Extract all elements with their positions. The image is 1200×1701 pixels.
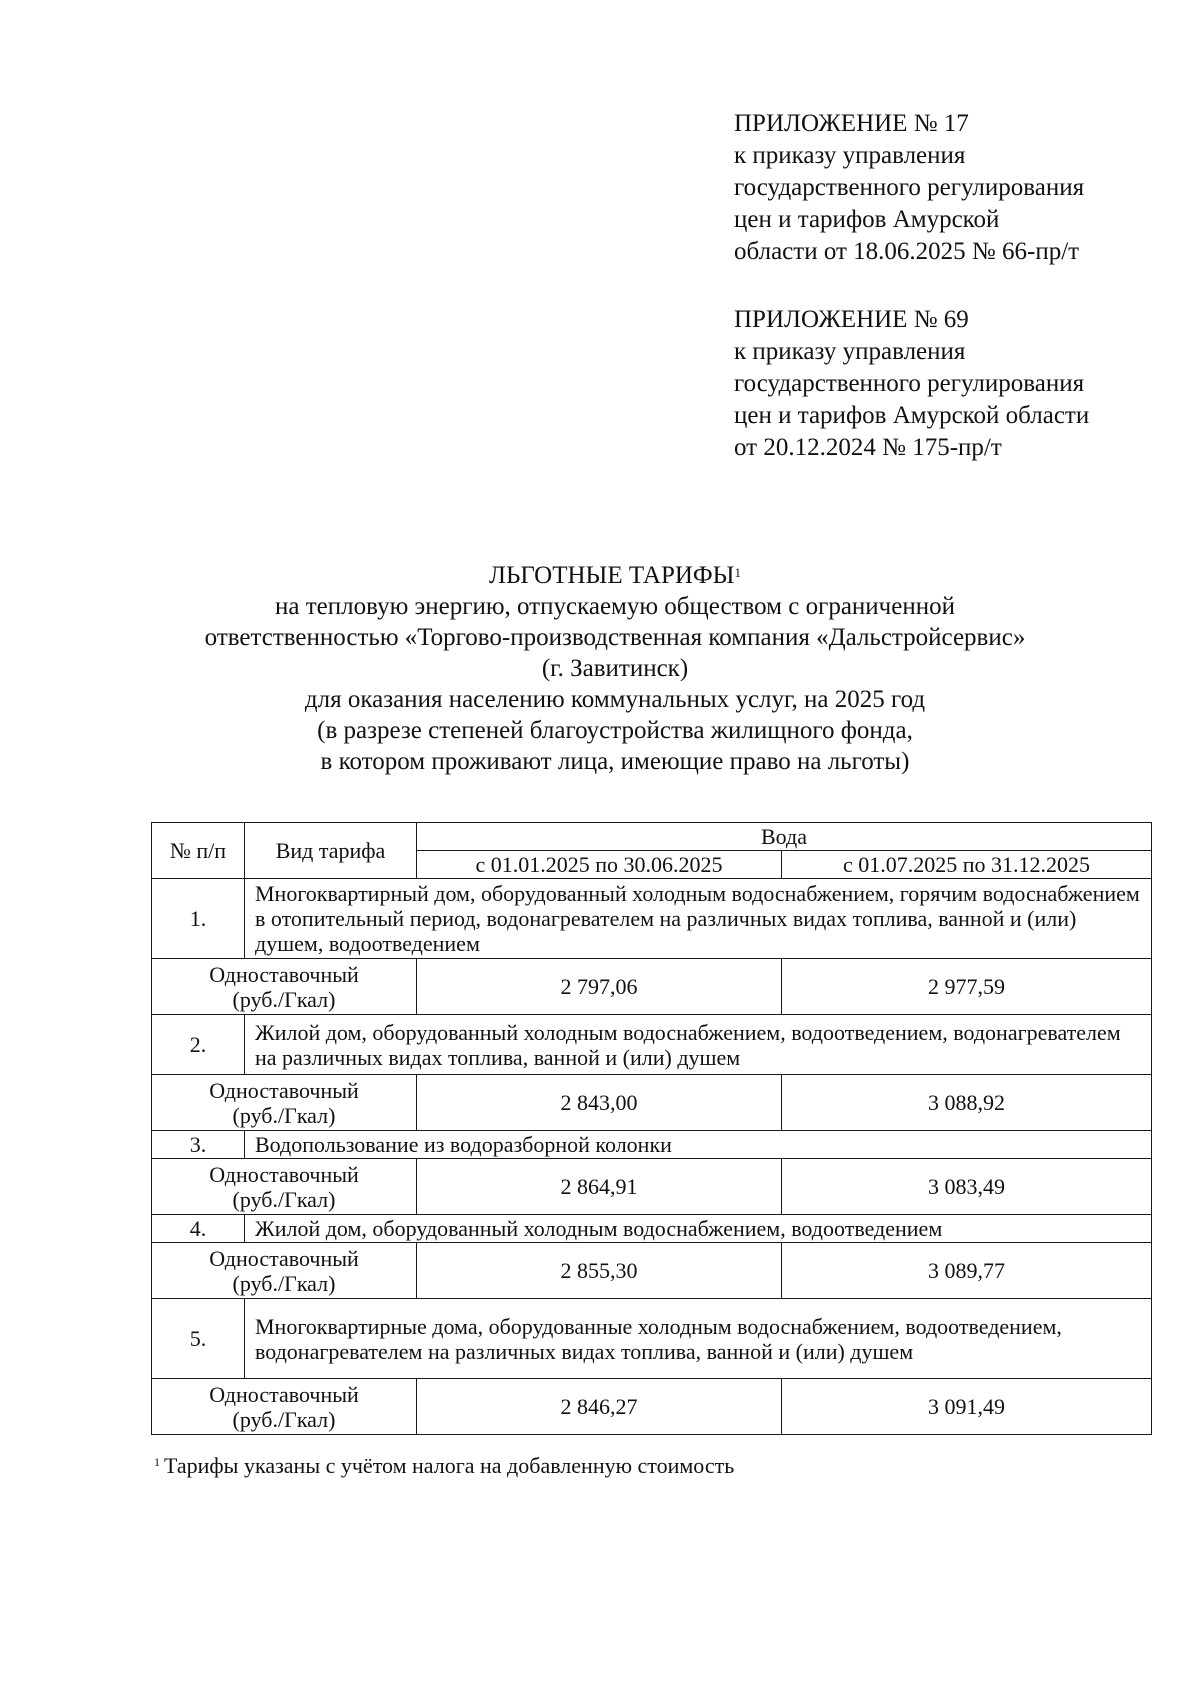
table-row <box>152 1075 1152 1131</box>
tariff-type-cell <box>152 1075 417 1131</box>
appendix-17-line: цен и тарифов Амурской <box>734 206 1000 233</box>
tariff-value-period-1: 2 864,91 <box>417 1159 782 1215</box>
appendix-69-line: государственного регулирования <box>734 370 1085 397</box>
appendix-69-title: ПРИЛОЖЕНИЕ № 69 <box>734 306 969 333</box>
tariff-unit: (руб./Гкал) <box>232 1102 336 1128</box>
tariff-value-period-1: 2 843,00 <box>417 1075 782 1131</box>
tariff-type: Одноставочный <box>209 1245 359 1271</box>
header-period-2: с 01.07.2025 по 31.12.2025 <box>782 851 1152 879</box>
appendix-69-line: цен и тарифов Амурской области <box>734 402 1090 429</box>
row-description: Жилой дом, оборудованный холодным водоснабжением, водоотведением <box>245 1215 1152 1243</box>
appendix-17-line: области от 18.06.2025 № 66-пр/т <box>734 238 1080 265</box>
tariff-value-period-2: 3 091,49 <box>782 1379 1152 1435</box>
tariff-type: Одноставочный <box>209 1381 359 1407</box>
header-period-1: с 01.01.2025 по 30.06.2025 <box>417 851 782 879</box>
header-tariff-type: Вид тарифа <box>245 823 417 879</box>
tariff-value-period-1: 2 797,06 <box>417 959 782 1015</box>
heading-line: на тепловую энергию, отпускаемую обществом с ограниченной <box>275 593 955 620</box>
header-water: Вода <box>417 823 1152 851</box>
footnote <box>154 1453 735 1479</box>
tariff-type: Одноставочный <box>209 1077 359 1103</box>
row-description: Водопользование из водоразборной колонки <box>245 1131 1152 1159</box>
tariff-table <box>151 822 1152 1435</box>
row-number: 3. <box>152 1131 245 1159</box>
tariff-value-period-1: 2 846,27 <box>417 1379 782 1435</box>
table-row <box>152 1243 1152 1299</box>
tariff-value-period-1: 2 855,30 <box>417 1243 782 1299</box>
table-row <box>152 1379 1152 1435</box>
heading-line: (г. Завитинск) <box>541 655 689 682</box>
table-row <box>152 1299 1152 1379</box>
row-number: 2. <box>152 1015 245 1075</box>
tariff-type: Одноставочный <box>209 961 359 987</box>
table-row <box>152 959 1152 1015</box>
row-number: 4. <box>152 1215 245 1243</box>
tariff-unit: (руб./Гкал) <box>232 986 336 1012</box>
tariff-value-period-2: 2 977,59 <box>782 959 1152 1015</box>
appendix-17-line: к приказу управления <box>734 142 966 169</box>
tariff-type-cell <box>152 1379 417 1435</box>
tariff-value-period-2: 3 088,92 <box>782 1075 1152 1131</box>
row-description: Жилой дом, оборудованный холодным водоснабжением, водоотведением, водонагревателем на различных видах топлива, ванной и (или) душем <box>245 1015 1152 1075</box>
appendix-69-block <box>734 304 1174 464</box>
table-row <box>152 1131 1152 1159</box>
appendix-17-block <box>734 108 1174 268</box>
table-row <box>152 879 1152 959</box>
tariff-unit: (руб./Гкал) <box>232 1270 336 1296</box>
document-title-text: ЛЬГОТНЫЕ ТАРИФЫ <box>489 562 735 589</box>
tariff-type-cell <box>152 1243 417 1299</box>
footnote-text: Тарифы указаны с учётом налога на добавленную стоимость <box>164 1453 735 1478</box>
tariff-unit: (руб./Гкал) <box>232 1406 336 1432</box>
table-row <box>152 1215 1152 1243</box>
tariff-value-period-2: 3 083,49 <box>782 1159 1152 1215</box>
tariff-type: Одноставочный <box>209 1161 359 1187</box>
table-row <box>152 1159 1152 1215</box>
row-description: Многоквартирные дома, оборудованные холодным водоснабжением, водоотведением, водонагревателем на различных видах топлива, ванной и (или) душем <box>245 1299 1152 1379</box>
tariff-unit: (руб./Гкал) <box>232 1186 336 1212</box>
row-number: 1. <box>152 879 245 959</box>
document-title <box>100 560 1130 591</box>
table-header-row <box>152 823 1152 851</box>
appendix-17-line: государственного регулирования <box>734 174 1085 201</box>
header-num: № п/п <box>152 823 245 879</box>
tariff-type-cell <box>152 1159 417 1215</box>
appendix-17-title: ПРИЛОЖЕНИЕ № 17 <box>734 110 969 137</box>
table-row <box>152 1015 1152 1075</box>
heading-line: (в разрезе степеней благоустройства жилищного фонда, <box>317 717 913 744</box>
footnote-mark: 1 <box>734 565 741 580</box>
appendix-69-line: от 20.12.2024 № 175-пр/т <box>734 434 1002 461</box>
appendix-69-line: к приказу управления <box>734 338 966 365</box>
footnote-number: 1 <box>154 1455 160 1469</box>
heading-line: в котором проживают лица, имеющие право на льготы) <box>320 748 910 775</box>
heading-line: для оказания населению коммунальных услуг, на 2025 год <box>304 686 926 713</box>
tariff-value-period-2: 3 089,77 <box>782 1243 1152 1299</box>
row-description: Многоквартирный дом, оборудованный холодным водоснабжением, горячим водоснабжением в отопительный период, водонагревателем на различных видах топлива, ванной и (или) душем, водоотведением <box>245 879 1152 959</box>
row-number: 5. <box>152 1299 245 1379</box>
heading-line: ответственностью «Торгово-производственная компания «Дальстройсервис» <box>204 624 1026 651</box>
document-heading <box>100 560 1130 777</box>
tariff-type-cell <box>152 959 417 1015</box>
